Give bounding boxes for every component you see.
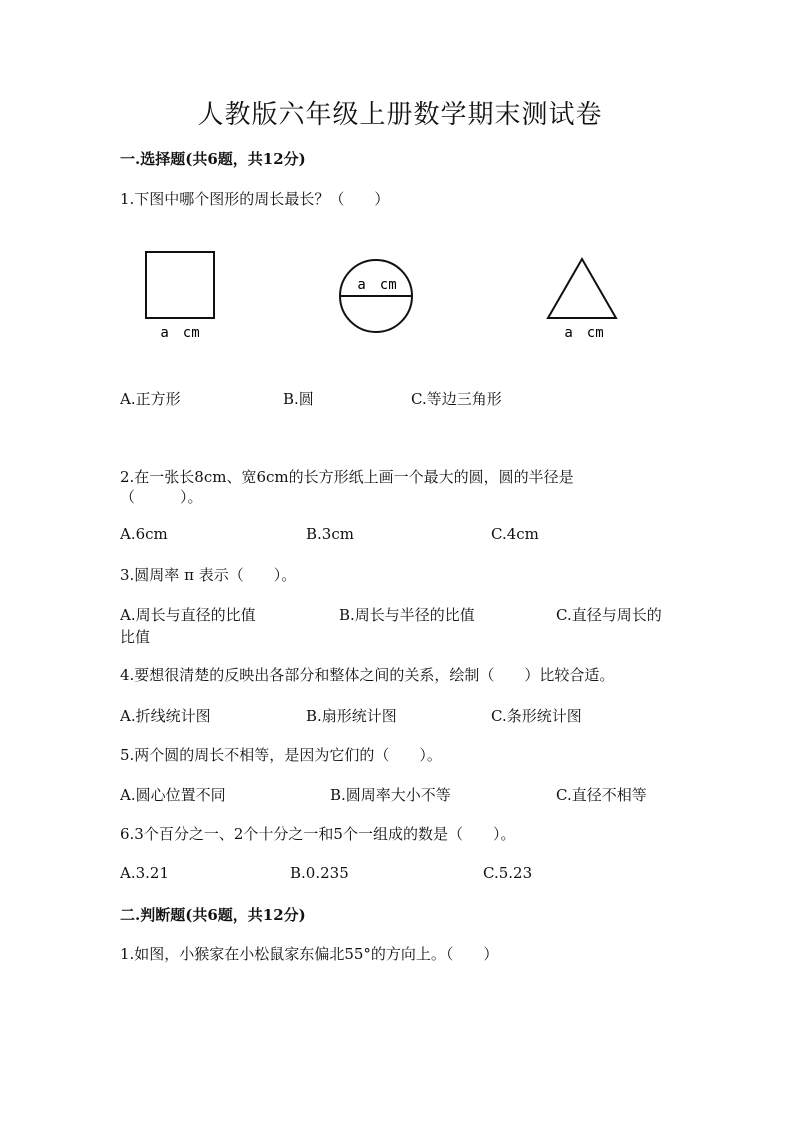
question-6-option-a: A.3.21 bbox=[120, 864, 169, 882]
triangle-label: a cm bbox=[564, 325, 604, 341]
question-2-text-line1: 2.在一张长8cm、宽6cm的长方形纸上画一个最大的圆，圆的半径是 bbox=[120, 468, 574, 486]
question-4-text: 4.要想很清楚的反映出各部分和整体之间的关系，绘制（ ）比较合适。 bbox=[120, 666, 615, 684]
question-1-option-c: C.等边三角形 bbox=[411, 390, 502, 408]
section-heading-judgement: 二.判断题(共6题，共12分) bbox=[120, 906, 306, 924]
question-2-option-b: B.3cm bbox=[306, 525, 354, 543]
question-4-option-b: B.扇形统计图 bbox=[306, 707, 397, 725]
section-heading-choice: 一.选择题(共6题，共12分) bbox=[120, 150, 306, 168]
question-3-option-c-continued: 比值 bbox=[120, 628, 151, 646]
question-6-option-b: B.0.235 bbox=[290, 864, 349, 882]
square-label: a cm bbox=[160, 325, 200, 341]
question-3-option-b: B.周长与半径的比值 bbox=[339, 606, 475, 624]
page-title: 人教版六年级上册数学期末测试卷 bbox=[197, 100, 603, 130]
question-1-option-b: B.圆 bbox=[283, 390, 314, 408]
question-6-option-c: C.5.23 bbox=[483, 864, 533, 882]
question-2-option-c: C.4cm bbox=[491, 525, 539, 543]
square-shape bbox=[146, 252, 214, 318]
circle-label: a cm bbox=[357, 277, 397, 293]
question-5-option-c: C.直径不相等 bbox=[556, 786, 647, 804]
question-4-option-a: A.折线统计图 bbox=[120, 707, 211, 725]
question-1-text: 1.下图中哪个图形的周长最长？（ ） bbox=[120, 190, 390, 208]
question-3-option-a: A.周长与直径的比值 bbox=[120, 606, 256, 624]
question-2-text-line2: （ ）。 bbox=[120, 488, 203, 506]
question-4-option-c: C.条形统计图 bbox=[491, 707, 582, 725]
triangle-shape bbox=[548, 259, 616, 318]
section2-question-1-text: 1.如图，小猴家在小松鼠家东偏北55°的方向上。（ ） bbox=[120, 945, 499, 963]
question-1-option-a: A.正方形 bbox=[120, 390, 181, 408]
question-5-option-b: B.圆周率大小不等 bbox=[330, 786, 451, 804]
question-2-option-a: A.6cm bbox=[120, 525, 168, 543]
question-5-text: 5.两个圆的周长不相等，是因为它们的（ ）。 bbox=[120, 746, 442, 764]
question-5-option-a: A.圆心位置不同 bbox=[120, 786, 226, 804]
question-3-text: 3.圆周率 π 表示（ ）。 bbox=[120, 566, 297, 584]
question-1-figures bbox=[0, 230, 800, 360]
question-3-option-c: C.直径与周长的 bbox=[556, 606, 662, 624]
question-6-text: 6.3个百分之一、2个十分之一和5个一组成的数是（ ）。 bbox=[120, 825, 516, 843]
